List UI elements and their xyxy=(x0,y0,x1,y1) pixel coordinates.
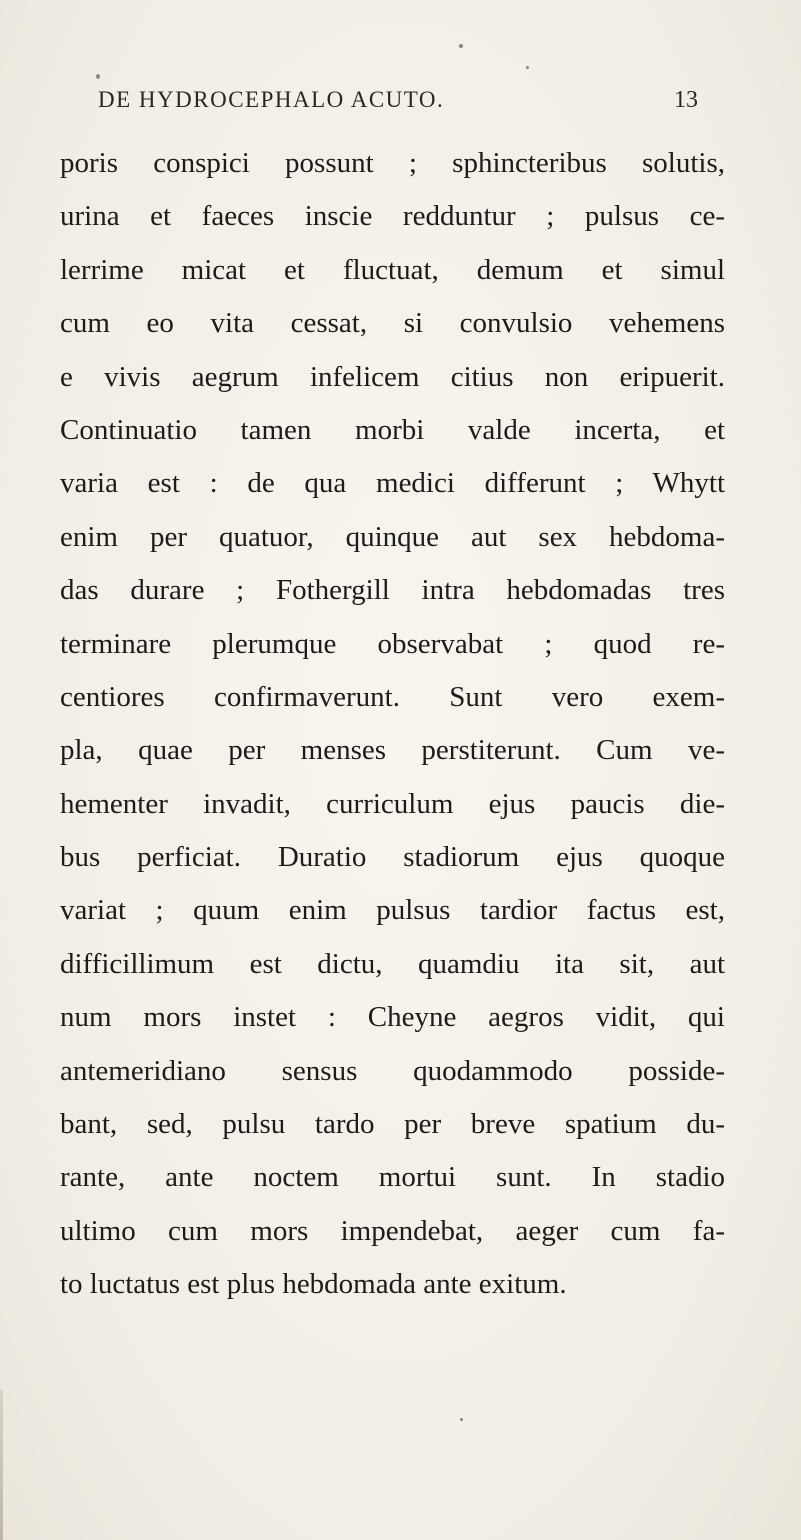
text-line: lerrime micat et fluctuat, demum et simul xyxy=(60,253,725,286)
text-line: num mors instet : Cheyne aegros vidit, qui xyxy=(60,1001,725,1034)
text-line: enim per quatuor, quinque aut sex hebdoma- xyxy=(60,520,725,553)
text-line: centiores confirmaverunt. Sunt vero exem- xyxy=(60,680,725,713)
text-line: pla, quae per menses perstiterunt. Cum ve- xyxy=(60,734,725,767)
text-line: varia est : de qua medici differunt ; Whytt xyxy=(60,467,725,500)
text-line: Continuatio tamen morbi valde incerta, et xyxy=(60,413,725,446)
text-line: difficillimum est dictu, quamdiu ita sit, aut xyxy=(60,947,725,980)
text-line: e vivis aegrum infelicem citius non eripuerit. xyxy=(60,360,725,393)
body-paragraph xyxy=(60,137,725,1312)
text-line: antemeridiano sensus quodammodo posside- xyxy=(60,1054,725,1087)
paper-speck xyxy=(96,74,100,79)
page-header xyxy=(98,87,698,127)
running-title: DE HYDROCEPHALO ACUTO. xyxy=(98,87,445,112)
paper-speck xyxy=(526,66,529,69)
text-line: das durare ; Fothergill intra hebdomadas tres xyxy=(60,574,725,607)
page-number: 13 xyxy=(674,87,698,113)
text-line: ultimo cum mors impendebat, aeger cum fa- xyxy=(60,1214,725,1247)
paper-speck xyxy=(460,1418,463,1421)
text-line: bant, sed, pulsu tardo per breve spatium du- xyxy=(60,1108,725,1141)
text-line: bus perficiat. Duratio stadiorum ejus quoque xyxy=(60,841,725,874)
text-line: hementer invadit, curriculum ejus paucis die- xyxy=(60,787,725,820)
paper-speck xyxy=(459,44,463,48)
text-line: poris conspici possunt ; sphincteribus solutis, xyxy=(60,147,725,179)
text-line: cum eo vita cessat, si convulsio vehemens xyxy=(60,307,725,340)
text-line: urina et faeces inscie redduntur ; pulsus ce- xyxy=(60,200,725,233)
text-line: terminare plerumque observabat ; quod re- xyxy=(60,627,725,660)
text-line: rante, ante noctem mortui sunt. In stadio xyxy=(60,1161,725,1194)
page-edge-shadow xyxy=(0,1390,3,1540)
text-line: variat ; quum enim pulsus tardior factus est, xyxy=(60,894,725,927)
text-line: to luctatus est plus hebdomada ante exitum. xyxy=(60,1268,567,1301)
